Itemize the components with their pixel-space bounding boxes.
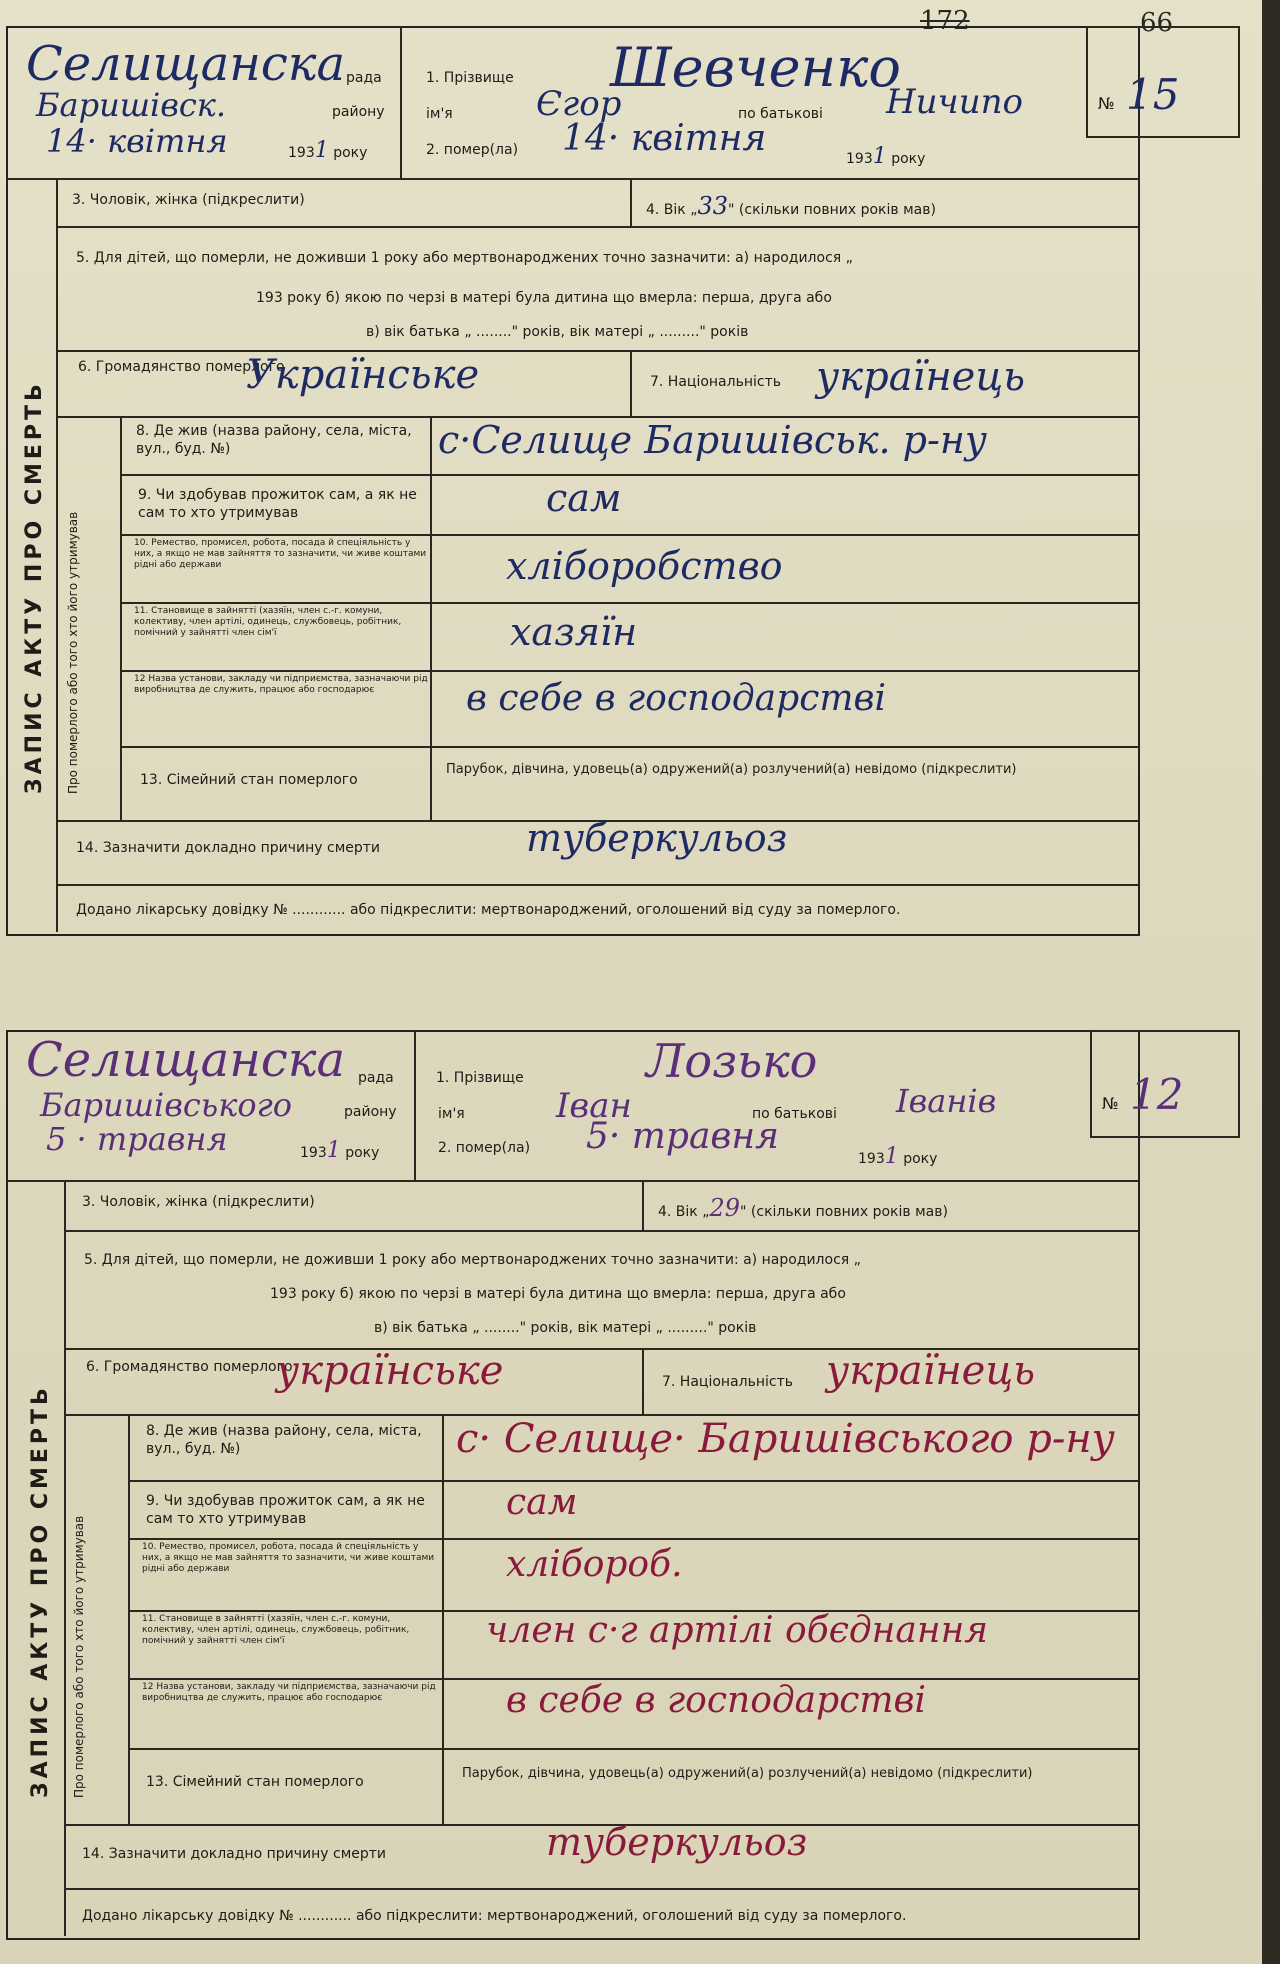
q7-label: 7. Національність [650,374,781,390]
cause-value: туберкульоз [526,816,788,860]
record-number: 15 [1126,70,1180,119]
status-value: член с·г артілі обєднання [486,1610,989,1651]
workplace-value: в себе в господарстві [466,678,886,719]
cause-value: туберкульоз [546,1820,808,1864]
q7-label: 7. Національність [662,1374,793,1390]
q9-label: 9. Чи здобував прожиток сам, а як не сам то хто утримував [138,487,417,521]
q11-label: 11. Становище в зайнятті (хазяїн, член с.-г. комуни, колективу, член артілі, одинець, службовець, робітник, помічний у зайнятті член сім'ї [142,1614,410,1646]
death-year: 1 [872,144,887,169]
q5-line2: 193 року б) якою по черзі в матері була дитина що вмерла: перша, друга або [256,290,832,306]
rada-value: Селищанска [26,1032,346,1088]
year-prefix: 193 [858,1151,885,1167]
q4-label: 4. Вік „ [658,1204,710,1220]
name-label: ім'я [426,106,453,122]
death-date-label: 2. помер(ла) [426,142,519,158]
q14-label: 14. Зазначити докладно причину смерти [76,840,381,856]
rada-value: Селищанска [26,36,346,92]
q13-options: Парубок, дівчина, удовець(а) одружений(а) розлучений(а) невідомо (підкреслити) [462,1766,1033,1781]
q5-line3: в) вік батька „ ........" років, вік матері „ ........." років [374,1320,757,1336]
patronymic-label: по батькові [738,106,823,122]
side-title: ЗАПИС АКТУ ПРО СМЕРТЬ [28,1384,53,1798]
q12-label: 12 Назва установи, закладу чи підприємства, зазначаючи рід виробництва де служить, працює або господарює [142,1682,436,1703]
status-value: хазяїн [510,610,638,654]
age-value: 33 [697,192,729,220]
nationality-value: українець [816,354,1026,400]
registration-year: 1 [326,1138,341,1163]
residence-value: с·Селище Баришівськ. р-ну [438,418,987,462]
side-title: ЗАПИС АКТУ ПРО СМЕРТЬ [22,380,47,794]
q14-label: 14. Зазначити докладно причину смерти [82,1846,387,1862]
footer-note: Додано лікарську довідку № ............ або підкреслити: мертвонароджений, оголошений від суду за померлого. [76,902,901,918]
livelihood-value: сам [546,476,622,520]
q4-suffix: (скільки повних років мав) [750,1204,948,1220]
surname-label: 1. Прізвище [436,1070,524,1086]
roku-label: року [333,145,368,161]
q3-label: 3. Чоловік, жінка (підкреслити) [82,1194,315,1210]
surname-label: 1. Прізвище [426,70,514,86]
registration-year: 1 [314,138,329,163]
record-number: 12 [1130,1070,1184,1119]
residence-value: с· Селище· Баришівського р-ну [456,1416,1115,1462]
livelihood-value: сам [506,1482,578,1523]
q6-label: 6. Громадянство померлого [86,1359,293,1375]
footer-note: Додано лікарську довідку № ............ або підкреслити: мертвонароджений, оголошений від суду за померлого. [82,1908,907,1924]
surname-value: Лозько [646,1034,818,1088]
q5-line3: в) вік батька „ ........" років, вік матері „ ........." років [366,324,749,340]
side-subtitle: Про померлого або того хто його утримував [66,511,80,794]
side-subtitle: Про померлого або того хто його утримував [72,1515,86,1798]
q10-label: 10. Ремество, промисел, робота, посада й спеціяльність у них, а якщо не мав зайняття то зазначити, чи живе коштами рідні або держави [142,1542,435,1574]
nationality-value: українець [826,1348,1036,1394]
roku-label: року [903,1151,938,1167]
q13-label: 13. Сімейний стан померлого [140,772,358,788]
q13-options: Парубок, дівчина, удовець(а) одружений(а) розлучений(а) невідомо (підкреслити) [446,762,1017,777]
raion-label: району [332,104,385,120]
registration-date: 5 · травня [46,1120,228,1158]
page-number: 66 [1140,8,1174,38]
roku-label: року [891,151,926,167]
q5-line1: 5. Для дітей, що померли, не доживши 1 року або мертвонароджених точно зазначити: а) народилося „ [76,250,853,266]
rada-label: рада [358,1070,394,1086]
q5-line1: 5. Для дітей, що померли, не доживши 1 року або мертвонароджених точно зазначити: а) народилося „ [84,1252,861,1268]
number-label: № [1098,94,1115,113]
death-record-1: Селищанска рада Баришівск. району 14· квітня 1931 року 1. Прізвище Шевченко ім'я Єгор по батькові Ничипо № 15 2. помер(ла) 14· квітня 1931 року ЗАПИС АКТУ ПРО СМЕРТЬ Про померлого або того хто його утримував 3. Чоловік, жінка (підкреслити) 4. Вік „33" (скільки повних років мав) 5. Для дітей, що померли, не доживши 1 року або мертвонароджених точно зазначити: а) народилося „ 193 року б) якою по черзі в матері була дитина що вмерла: перша, друга або в) вік батька „ ........" років, вік матері „ ........." років 6. Громадянство померлого Українське 7. Національність українець 8. Де жив (назва району, села, міста, вул., буд. №) с·Селище Баришівськ. р-ну 9. Чи здобував прожиток сам, а як не сам то хто утримував сам 10. Ремество, промисел, робота, посада й спеціяльність у них, а якщо не мав зайняття то зазначити, чи живе коштами рідні або держави хліборобство 11. Становище в зайнятті (хазяїн, член с.-г. комуни, колективу, член артілі, одинець, службовець, робітник, помічний у зайнятті член сім'ї хазяїн 12 Назва установи, закладу чи підприємства, зазначаючи рід виробництва де служить, працює або господарює в себе в господарстві 13. Сімейний стан померлого Парубок, дівчина, удовець(а) одружений(а) розлучений(а) невідомо (підкреслити) 14. Зазначити докладно причину смерти туберкульоз Додано лікарську довідку № ............ або підкреслити: мертвонароджений, оголошений від суду за померлого. [6,14,1238,944]
q12-label: 12 Назва установи, закладу чи підприємства, зазначаючи рід виробництва де служить, працює або господарює [134,674,428,695]
patronymic-value: Іванів [896,1082,997,1120]
raion-value: Баришівск. [36,86,227,124]
age-value: 29 [709,1194,741,1222]
raion-value: Баришівського [40,1086,293,1124]
workplace-value: в себе в господарстві [506,1680,926,1721]
q9-label: 9. Чи здобував прожиток сам, а як не сам то хто утримував [146,1493,425,1527]
number-label: № [1102,1094,1119,1113]
death-year: 1 [884,1144,899,1169]
registration-date: 14· квітня [46,122,228,160]
roku-label: року [345,1145,380,1161]
name-value: Єгор [536,84,622,124]
death-date-label: 2. помер(ла) [438,1140,531,1156]
q5-line2: 193 року б) якою по черзі в матері була дитина що вмерла: перша, друга або [270,1286,846,1302]
year-prefix: 193 [300,1145,327,1161]
q3-label: 3. Чоловік, жінка (підкреслити) [72,192,305,208]
q8-label: 8. Де жив (назва району, села, міста, вул., буд. №) [136,423,412,457]
crossed-page-number: 172 [920,6,970,36]
name-value: Іван [556,1086,632,1126]
q11-label: 11. Становище в зайнятті (хазяїн, член с.-г. комуни, колективу, член артілі, одинець, службовець, робітник, помічний у зайнятті член сім'ї [134,606,402,638]
rada-label: рада [346,70,382,86]
q13-label: 13. Сімейний стан померлого [146,1774,364,1790]
raion-label: району [344,1104,397,1120]
year-prefix: 193 [846,151,873,167]
q6-label: 6. Громадянство померлого [78,359,285,375]
citizenship-value: Українське [246,352,480,398]
death-record-2: Селищанска рада Баришівського району 5 · травня 1931 року 1. Прізвище Лозько ім'я Іван по батькові Іванів № 12 2. помер(ла) 5· травня 1931 року ЗАПИС АКТУ ПРО СМЕРТЬ Про померлого або того хто його утримував 3. Чоловік, жінка (підкреслити) 4. Вік „29" (скільки повних років мав) 5. Для дітей, що померли, не доживши 1 року або мертвонароджених точно зазначити: а) народилося „ 193 року б) якою по черзі в матері була дитина що вмерла: перша, друга або в) вік батька „ ........" років, вік матері „ ........." років 6. Громадянство померлого українське 7. Національність українець 8. Де жив (назва району, села, міста, вул., буд. №) с· Селище· Баришівського р-ну 9. Чи здобував прожиток сам, а як не сам то хто утримував сам 10. Ремество, промисел, робота, посада й спеціяльність у них, а якщо не мав зайняття то зазначити, чи живе коштами рідні або держави хлібороб. 11. Становище в зайнятті (хазяїн, член с.-г. комуни, колективу, член артілі, одинець, службовець, робітник, помічний у зайнятті член сім'ї член с·г артілі обєднання 12 Назва установи, закладу чи підприємства, зазначаючи рід виробництва де служить, працює або господарює в себе в господарстві 13. Сімейний стан померлого Парубок, дівчина, удовець(а) одружений(а) розлучений(а) невідомо (підкреслити) 14. Зазначити докладно причину смерти туберкульоз Додано лікарську довідку № ............ або підкреслити: мертвонароджений, оголошений від суду за померлого. [6,1018,1238,1948]
q4-suffix: (скільки повних років мав) [738,202,936,218]
occupation-value: хлібороб. [506,1544,683,1585]
patronymic-value: Ничипо [886,82,1023,122]
occupation-value: хліборобство [506,544,783,588]
year-prefix: 193 [288,145,315,161]
q4-label: 4. Вік „ [646,202,698,218]
patronymic-label: по батькові [752,1106,837,1122]
death-date-value: 14· квітня [562,118,767,159]
q10-label: 10. Ремество, промисел, робота, посада й спеціяльність у них, а якщо не мав зайняття то зазначити, чи живе коштами рідні або держави [134,538,427,570]
q8-label: 8. Де жив (назва району, села, міста, вул., буд. №) [146,1423,422,1457]
citizenship-value: українське [276,1348,504,1394]
name-label: ім'я [438,1106,465,1122]
death-date-value: 5· травня [586,1116,779,1157]
surname-value: Шевченко [610,36,901,99]
